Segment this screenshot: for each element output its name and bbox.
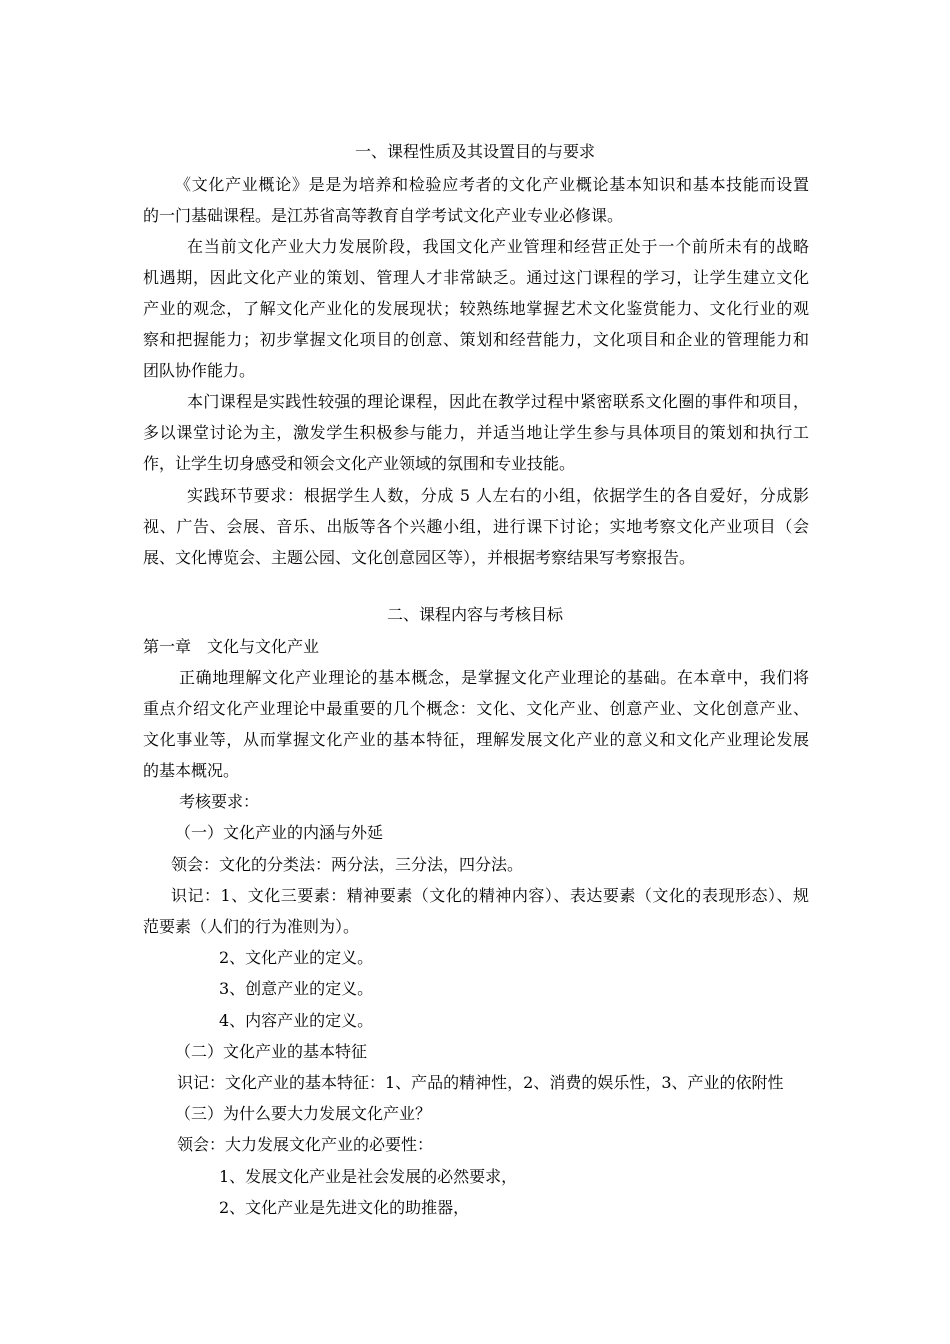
paragraph-line: 多以课堂讨论为主，激发学生积极参与能力，并适当地让学生参与具体项目的策划和执行工 (143, 423, 809, 442)
paragraph-line: 机遇期，因此文化产业的策划、管理人才非常缺乏。通过这门课程的学习，让学生建立文化 (143, 268, 809, 287)
section-heading: 二、课程内容与考核目标 (386, 605, 563, 624)
paragraph-line: 在当前文化产业大力发展阶段，我国文化产业管理和经营正处于一个前所未有的战略 (187, 237, 809, 256)
paragraph-line: 展、文化博览会、主题公园、文化创意园区等），并根据考察结果写考察报告。 (143, 548, 696, 567)
subsection-title: （二）文化产业的基本特征 (175, 1042, 368, 1061)
memorize-line: 范要素（人们的行为准则为）。 (143, 917, 360, 936)
list-item: 1、发展文化产业是社会发展的必然要求， (219, 1167, 518, 1186)
paragraph-line: 重点介绍文化产业理论中最重要的几个概念：文化、文化产业、创意产业、文化创意产业、 (143, 699, 809, 718)
understand-line: 领会：文化的分类法：两分法，三分法，四分法。 (171, 855, 524, 874)
chapter-title: 第一章 文化与文化产业 (143, 637, 320, 656)
paragraph-line: 实践环节要求：根据学生人数，分成 5 人左右的小组，依据学生的各自爱好，分成影 (187, 486, 809, 505)
list-item: 3、创意产业的定义。 (219, 979, 374, 998)
paragraph-line: 产业的观念，了解文化产业化的发展现状；较熟练地掌握艺术文化鉴赏能力、文化行业的观 (143, 299, 809, 318)
subsection-title: （三）为什么要大力发展文化产业？ (175, 1104, 432, 1123)
paragraph-line: 正确地理解文化产业理论的基本概念，是掌握文化产业理论的基础。在本章中，我们将 (179, 668, 809, 687)
list-item: 2、文化产业的定义。 (219, 948, 374, 967)
memorize-line: 识记：1、文化三要素：精神要素（文化的精神内容）、表达要素（文化的表现形态）、规 (171, 886, 809, 905)
understand-line: 领会：大力发展文化产业的必要性： (177, 1135, 434, 1154)
paragraph-line: 团队协作能力。 (143, 361, 256, 380)
paragraph-line: 本门课程是实践性较强的理论课程，因此在教学过程中紧密联系文化圈的事件和项目， (187, 392, 809, 411)
exam-requirements-label: 考核要求： (179, 792, 260, 811)
memorize-line: 识记：文化产业的基本特征：1、产品的精神性，2、消费的娱乐性，3、产业的依附性 (177, 1073, 784, 1092)
paragraph-line: 察和把握能力；初步掌握文化项目的创意、策划和经营能力，文化项目和企业的管理能力和 (143, 330, 809, 349)
list-item: 2、文化产业是先进文化的助推器， (219, 1198, 470, 1217)
paragraph-line: 视、广告、会展、音乐、出版等各个兴趣小组，进行课下讨论；实地考察文化产业项目（会 (143, 517, 809, 536)
section-heading: 一、课程性质及其设置目的与要求 (354, 142, 595, 161)
paragraph-line: 作，让学生切身感受和领会文化产业领域的氛围和专业技能。 (143, 454, 576, 473)
subsection-title: （一）文化产业的内涵与外延 (175, 823, 384, 842)
paragraph-line: 的基本概况。 (143, 761, 240, 780)
paragraph-line: 文化事业等，从而掌握文化产业的基本特征，理解发展文化产业的意义和文化产业理论发展 (143, 730, 809, 749)
list-item: 4、内容产业的定义。 (219, 1011, 374, 1030)
paragraph-line: 《文化产业概论》是是为培养和检验应考者的文化产业概论基本知识和基本技能而设置 (175, 175, 809, 194)
paragraph-line: 的一门基础课程。是江苏省高等教育自学考试文化产业专业必修课。 (143, 206, 624, 225)
